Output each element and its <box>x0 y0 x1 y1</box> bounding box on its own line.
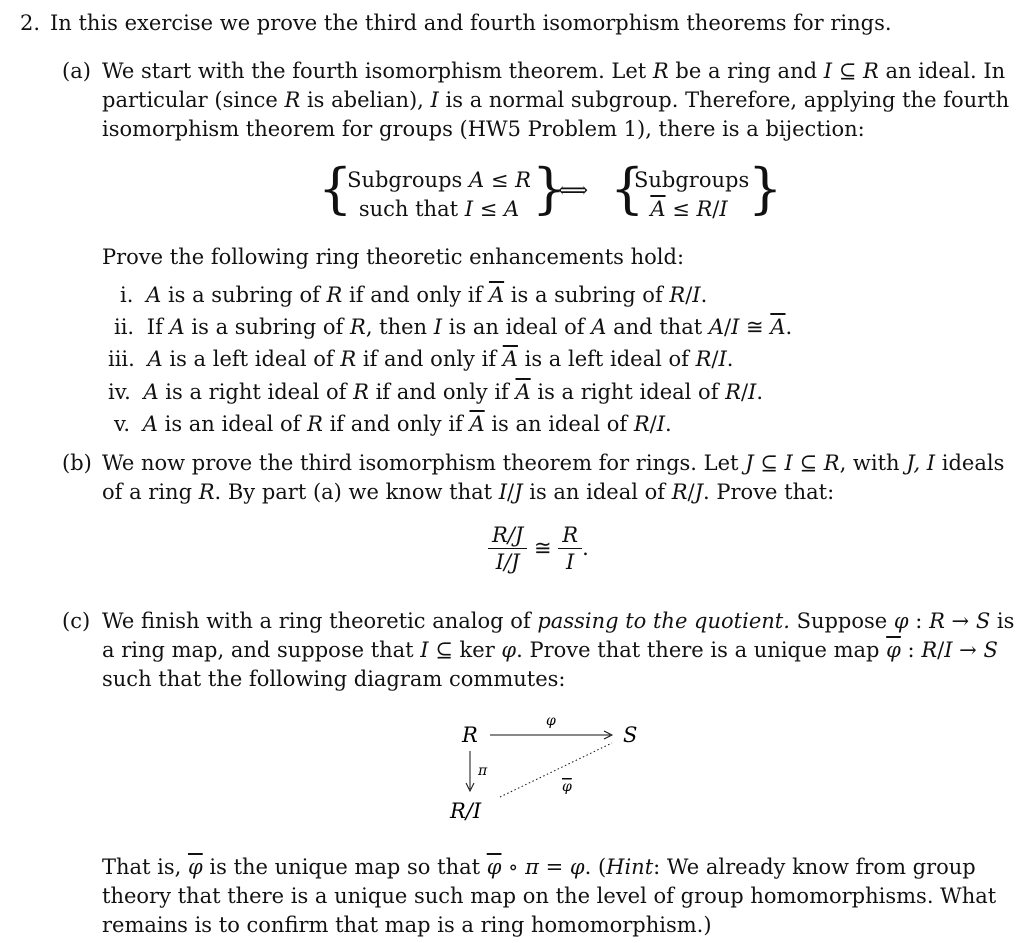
item-iii-label: iii. <box>108 347 135 371</box>
phibar-arrow <box>500 743 612 797</box>
diagram-node-S: S <box>623 723 638 747</box>
rhs-denominator: I <box>566 550 575 574</box>
problem-number: 2. <box>20 11 41 35</box>
item-ii-label: ii. <box>114 315 135 339</box>
right-brace-close: } <box>748 157 783 220</box>
part-a-line-1: We start with the fourth isomorphism theorem. Let R be a ring and I ⊆ R an ideal. In <box>102 59 1006 83</box>
period: . <box>582 536 589 560</box>
bijection-left <box>344 166 534 224</box>
that-line-3: remains is to confirm that map is a ring homomorphism.) <box>102 913 712 937</box>
rhs-fraction <box>558 522 582 575</box>
lhs-numerator: R/J <box>488 522 527 549</box>
item-v-label: v. <box>114 412 131 436</box>
part-b-label: (b) <box>62 451 92 475</box>
item-i: i. A is a subring of R if and only if $\overline{A}$ is a subring of R/I. <box>120 283 708 307</box>
rhs-numerator: R <box>558 522 582 549</box>
bijection-right-line-2: $\overline{A} \le R/I$ <box>650 197 728 221</box>
part-a-label: (a) <box>62 59 91 83</box>
left-brace-close: } <box>532 157 567 220</box>
part-a-line-2: particular (since R is abelian), I is a normal subgroup. Therefore, applying the fourth <box>102 88 1010 112</box>
phibar-label: φ <box>562 779 572 795</box>
third-iso-equation <box>488 522 589 575</box>
part-c-line-3: such that the following diagram commutes: <box>102 667 566 691</box>
item-v: v. A is an ideal of R if and only if $\overline{A}$ is an ideal of R/I. <box>114 412 672 436</box>
item-ii: ii. If A is a subring of R, then I is an ideal of A and that A/I ≅ $\overline{A}$. <box>114 315 793 339</box>
commutative-diagram <box>440 705 700 835</box>
item-iii: iii. A is a left ideal of R if and only if $\overline{A}$ is a left ideal of R/I. <box>108 347 734 371</box>
part-a-line-3: isomorphism theorem for groups (HW5 Problem 1), there is a bijection: <box>102 117 865 141</box>
bijection-left-line-1: Subgroups A ≤ R <box>347 168 531 192</box>
part-c-label: (c) <box>62 609 91 633</box>
part-c-line-2: a ring map, and suppose that I ⊆ ker φ. Prove that there is a unique map $\overline{\varphi}$ : R/I → S <box>102 638 998 662</box>
that-line-2: theory that there is a unique such map on the level of group homomorphisms. What <box>102 884 997 908</box>
part-b-line-1: We now prove the third isomorphism theorem for rings. Let J ⊆ I ⊆ R, with J, I ideals <box>102 451 1005 475</box>
iso-symbol: ≅ <box>534 536 552 560</box>
left-brace-open: { <box>318 157 353 220</box>
bijection-display <box>318 157 783 224</box>
bijection-arrow: ⟺ <box>558 178 589 202</box>
diagram-node-R: R <box>462 723 478 747</box>
pi-label: π <box>478 763 488 779</box>
item-iv-label: iv. <box>108 380 131 404</box>
lhs-denominator: I/J <box>495 550 520 574</box>
problem-intro: In this exercise we prove the third and fourth isomorphism theorems for rings. <box>50 11 892 35</box>
right-brace-open: { <box>610 157 645 220</box>
part-c-line-1: We finish with a ring theoretic analog of passing to the quotient. Suppose φ : R → S is <box>102 609 1015 633</box>
prove-line: Prove the following ring theoretic enhancements hold: <box>102 245 685 269</box>
item-i-label: i. <box>120 283 134 307</box>
phi-label: φ <box>546 713 556 729</box>
bijection-right-line-1: Subgroups <box>634 168 750 192</box>
part-b-line-2: of a ring R. By part (a) we know that I/J is an ideal of R/J. Prove that: <box>102 480 835 504</box>
item-iv: iv. A is a right ideal of R if and only if $\overline{A}$ is a right ideal of R/I. <box>108 380 764 404</box>
diagram-node-R-over-I: R/I <box>450 799 482 823</box>
that-line-1: That is, $\overline{\varphi}$ is the unique map so that $\overline{\varphi}$ ∘ π = φ. (Hint: We already know from group <box>102 855 976 879</box>
bijection-right <box>634 166 750 224</box>
lhs-fraction <box>488 522 527 575</box>
bijection-left-line-2: such that I ≤ A <box>358 197 520 221</box>
